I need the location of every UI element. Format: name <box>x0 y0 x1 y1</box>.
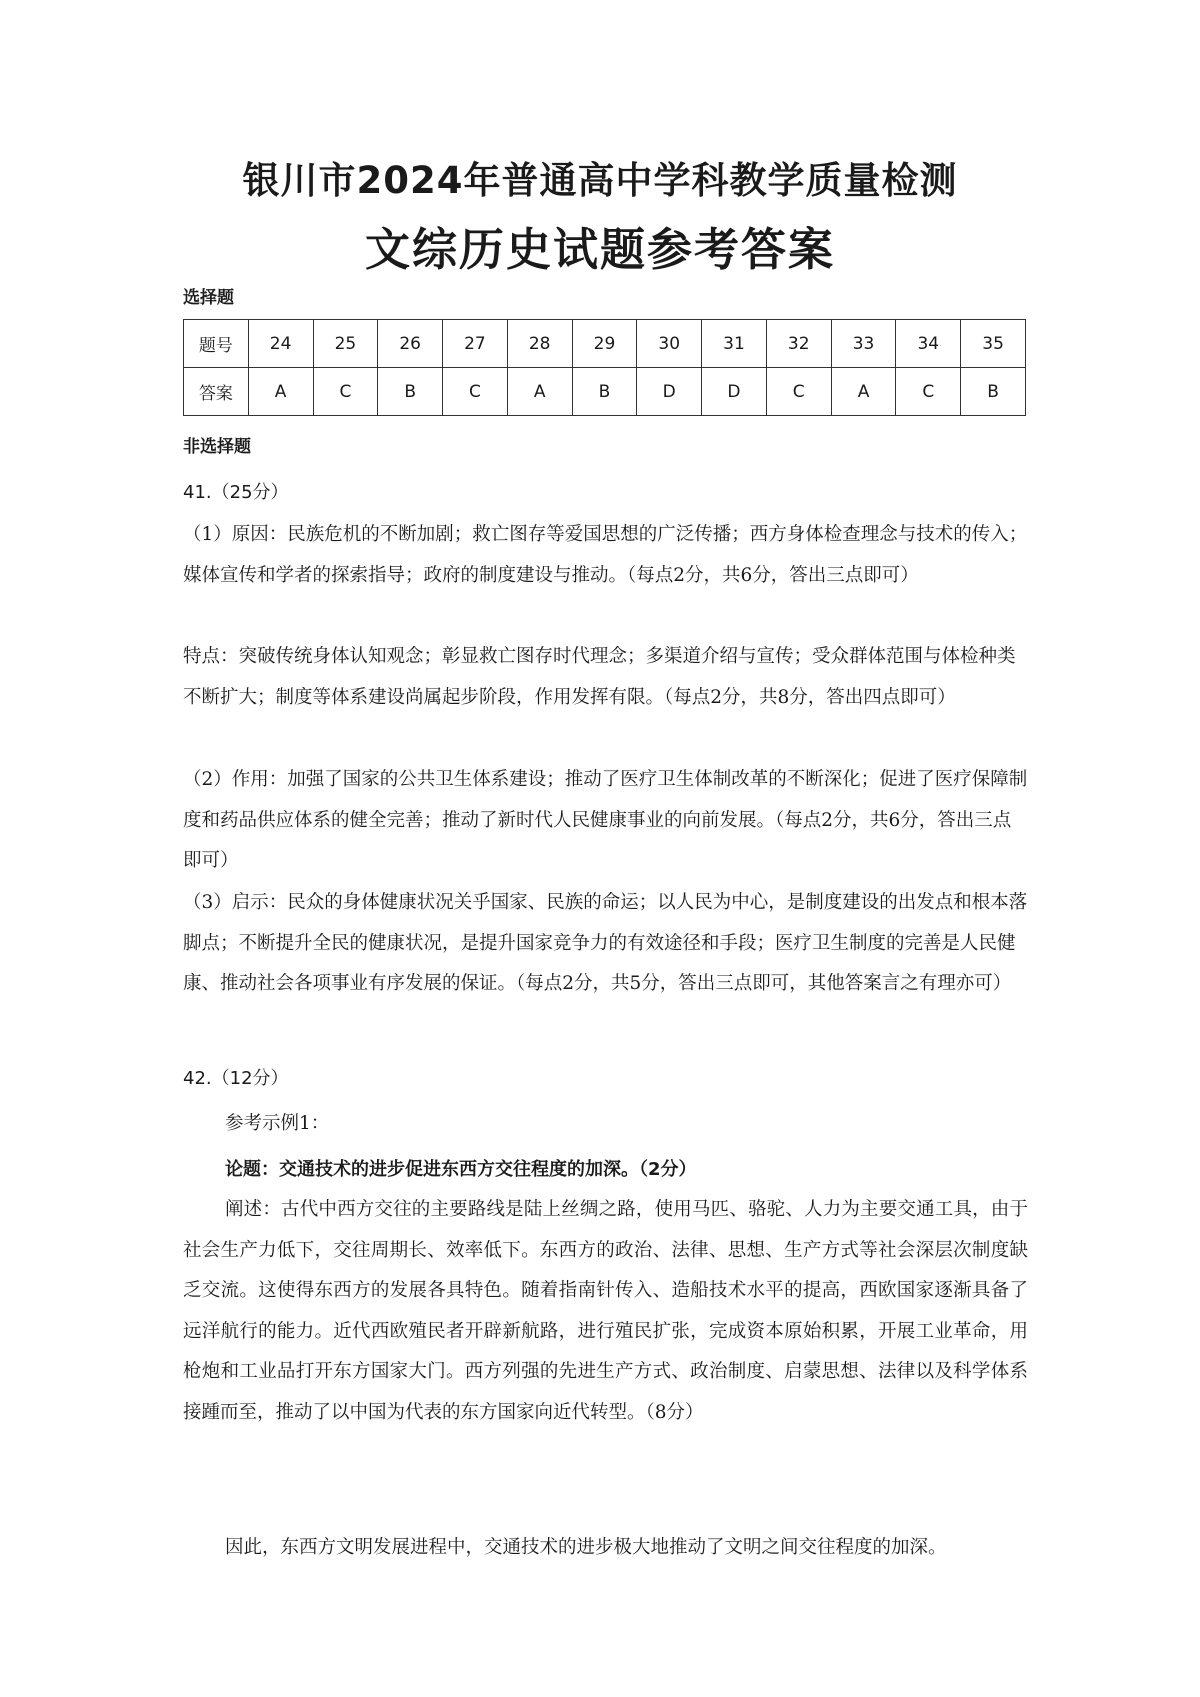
answer-cell: B <box>378 368 443 416</box>
q41-part2-effects: （2）作用：加强了国家的公共卫生体系建设；推动了医疗卫生体制改革的不断深化；促进了医疗保障制度和药品供应体系的健全完善；推动了新时代人民健康事业的向前发展。（每点2分，共6分，答出三点即可） <box>183 769 1028 871</box>
question-number: 32 <box>766 320 831 368</box>
choice-section-label: 选择题 <box>183 288 234 308</box>
question-number: 27 <box>443 320 508 368</box>
answer-cell: D <box>702 368 767 416</box>
document-title: 银川市2024年普通高中学科教学质量检测 <box>242 159 958 202</box>
question-number: 25 <box>313 320 378 368</box>
question-number: 26 <box>378 320 443 368</box>
question-number: 30 <box>637 320 702 368</box>
answer-cell: B <box>572 368 637 416</box>
question-number: 24 <box>248 320 313 368</box>
answer-cell: A <box>507 368 572 416</box>
answer-cell: C <box>766 368 831 416</box>
q41-part1-reasons: （1）原因：民族危机的不断加剧；救亡图存等爱国思想的广泛传播；西方身体检查理念与技术的传入；媒体宣传和学者的探索指导；政府的制度建设与推动。（每点2分，共6分，答出三点即可） <box>183 524 1028 586</box>
document-subtitle: 文综历史试题参考答案 <box>364 223 835 276</box>
answer-row <box>184 368 1026 416</box>
row-label-number: 题号 <box>184 320 249 368</box>
q41-part3-insights: （3）启示：民众的身体健康状况关乎国家、民族的命运；以人民为中心，是制度建设的出发点和根本落脚点；不断提升全民的健康状况，是提升国家竞争力的有效途径和手段；医疗卫生制度的完善是人民健康、推动社会各项事业有序发展的保证。（每点2分，共5分，答出三点即可，其他答案言之有理亦可） <box>183 892 1028 994</box>
row-label-answer: 答案 <box>184 368 249 416</box>
q42-thesis: 论题：交通技术的进步促进东西方交往程度的加深。（2分） <box>225 1159 697 1180</box>
question-41-heading: 41.（25分） <box>183 482 289 503</box>
answer-table <box>183 319 1026 416</box>
q42-elaboration: 阐述：古代中西方交往的主要路线是陆上丝绸之路，使用马匹、骆驼、人力为主要交通工具，由于社会生产力低下，交往周期长、效率低下。东西方的政治、法律、思想、生产方式等社会深层次制度缺乏交流。这使得东西方的发展各具特色。随着指南针传入、造船技术水平的提高，西欧国家逐渐具备了远洋航行的能力。近代西欧殖民者开辟新航路，进行殖民扩张，完成资本原始积累，开展工业革命，用枪炮和工业品打开东方国家大门。西方列强的先进生产方式、政治制度、启蒙思想、法律以及科学体系接踵而至，推动了以中国为代表的东方国家向近代转型。（8分） <box>183 1199 1028 1423</box>
question-42-heading: 42.（12分） <box>183 1068 289 1089</box>
question-number-row <box>184 320 1026 368</box>
answer-cell: A <box>831 368 896 416</box>
question-number: 34 <box>896 320 961 368</box>
nonchoice-section-label: 非选择题 <box>183 437 251 457</box>
question-number: 29 <box>572 320 637 368</box>
q41-part1-features: 特点：突破传统身体认知观念；彰显救亡图存时代理念；多渠道介绍与宣传；受众群体范围与体检种类不断扩大；制度等体系建设尚属起步阶段，作用发挥有限。（每点2分，共8分，答出四点即可） <box>183 646 1016 708</box>
q42-example-label: 参考示例1： <box>225 1113 330 1134</box>
q42-conclusion: 因此，东西方文明发展进程中，交通技术的进步极大地推动了文明之间交往程度的加深。 <box>225 1537 947 1558</box>
question-number: 33 <box>831 320 896 368</box>
answer-cell: B <box>961 368 1026 416</box>
answer-cell: C <box>443 368 508 416</box>
answer-cell: A <box>248 368 313 416</box>
question-number: 31 <box>702 320 767 368</box>
answer-cell: C <box>896 368 961 416</box>
question-number: 35 <box>961 320 1026 368</box>
question-number: 28 <box>507 320 572 368</box>
answer-cell: D <box>637 368 702 416</box>
answer-cell: C <box>313 368 378 416</box>
